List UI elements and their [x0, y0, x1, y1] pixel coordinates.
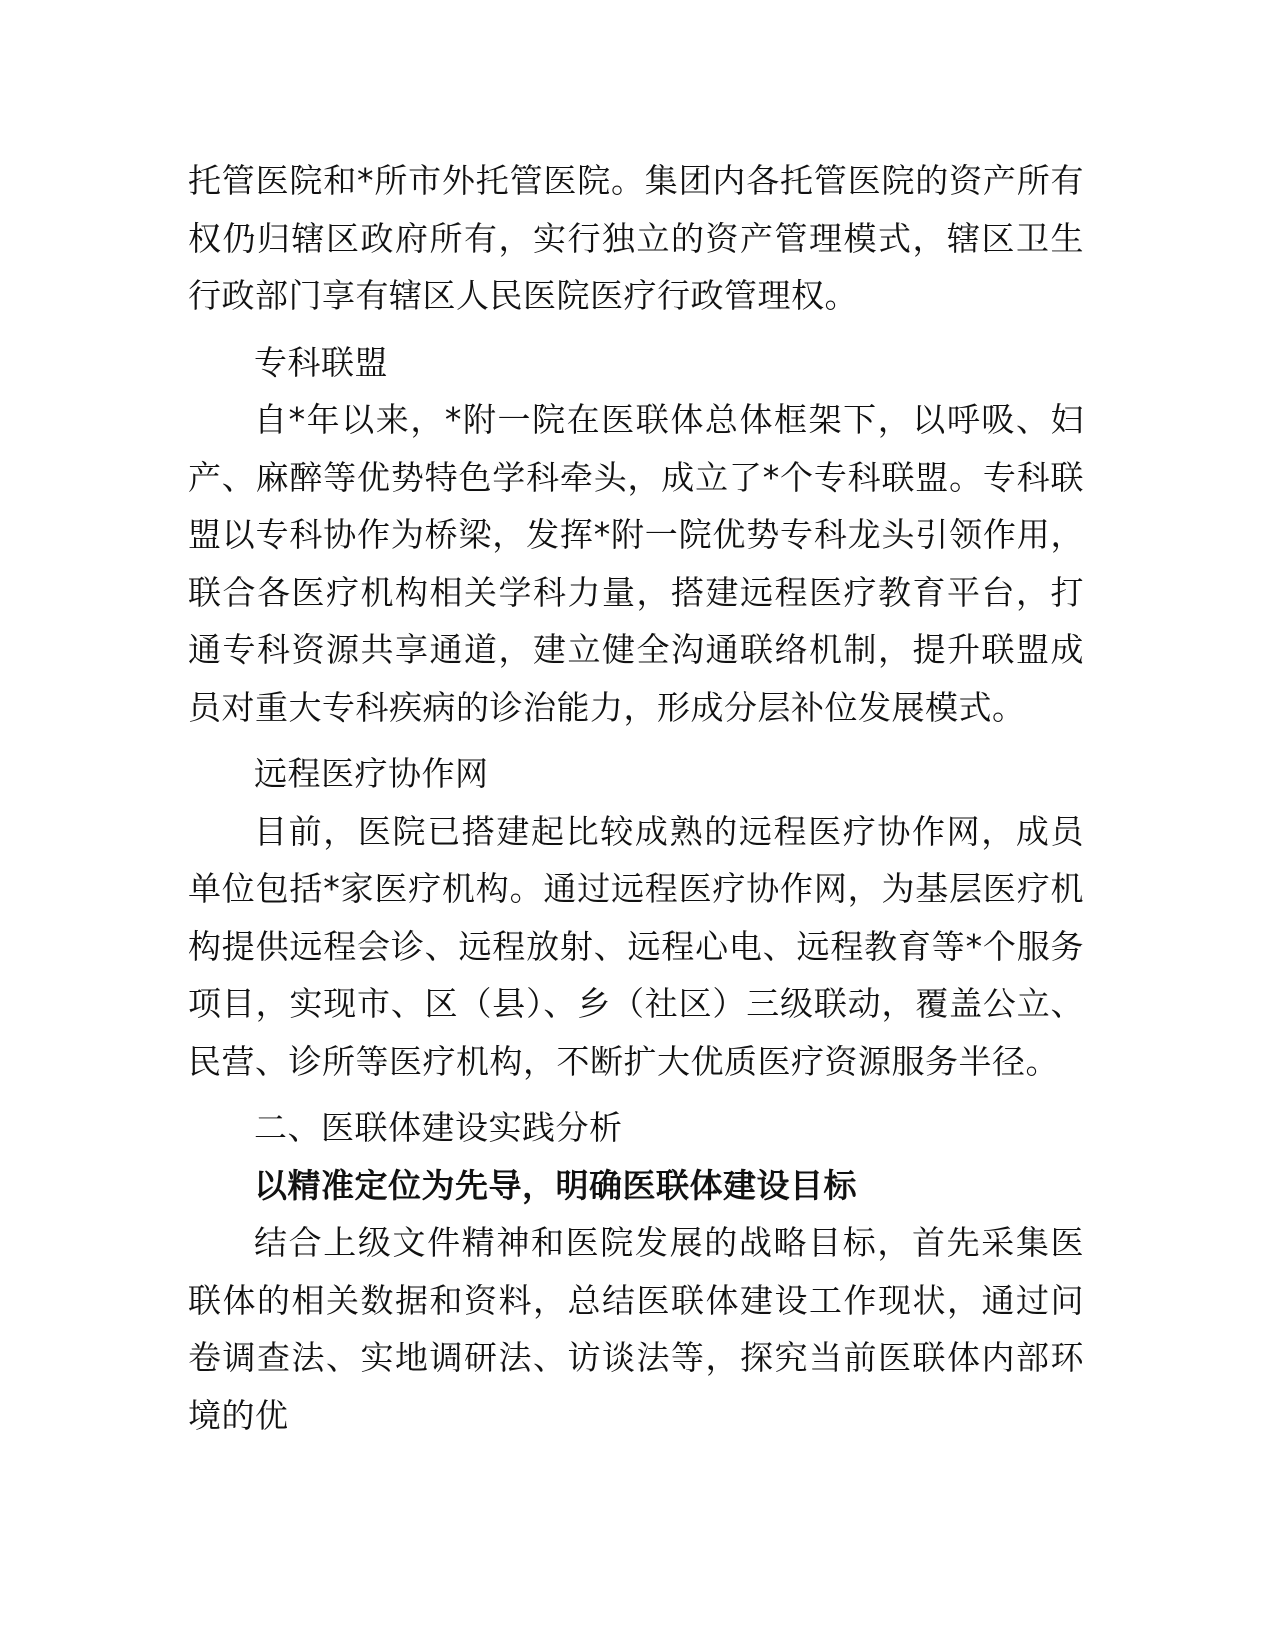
- paragraph-positioning: 结合上级文件精神和医院发展的战略目标，首先采集医联体的相关数据和资料，总结医联体建设工作现状，通过问卷调查法、实地调研法、访谈法等，探究当前医联体内部环境的优: [188, 1223, 1084, 1435]
- subsection-heading-positioning: 以精准定位为先导，明确医联体建设目标: [254, 1165, 857, 1205]
- paragraph-specialty-alliance: 自*年以来，*附一院在医联体总体框架下，以呼吸、妇产、麻醉等优势特色学科牵头，成立了*个专科联盟。专科联盟以专科协作为桥梁，发挥*附一院优势专科龙头引领作用，联合各医疗机构相关学科力量，搭建远程医疗教育平台，打通专科资源共享通道，建立健全沟通联络机制，提升联盟成员对重大专科疾病的诊治能力，形成分层补位发展模式。: [188, 400, 1084, 727]
- section-heading-specialty-alliance: 专科联盟: [254, 342, 388, 382]
- section-heading-remote-network: 远程医疗协作网: [254, 754, 489, 793]
- paragraph-remote-network: 目前，医院已搭建起比较成熟的远程医疗协作网，成员单位包括*家医疗机构。通过远程医疗协作网，为基层医疗机构提供远程会诊、远程放射、远程心电、远程教育等*个服务项目，实现市、区（县）、乡（社区）三级联动，覆盖公立、民营、诊所等医疗机构，不断扩大优质医疗资源服务半径。: [188, 811, 1084, 1081]
- document-body: [188, 152, 1084, 1444]
- paragraph-continued: 托管医院和*所市外托管医院。集团内各托管医院的资产所有权仍归辖区政府所有，实行独立的资产管理模式，辖区卫生行政部门享有辖区人民医院医疗行政管理权。: [188, 161, 1084, 315]
- section-heading-practice-analysis: 二、医联体建设实践分析: [254, 1108, 623, 1147]
